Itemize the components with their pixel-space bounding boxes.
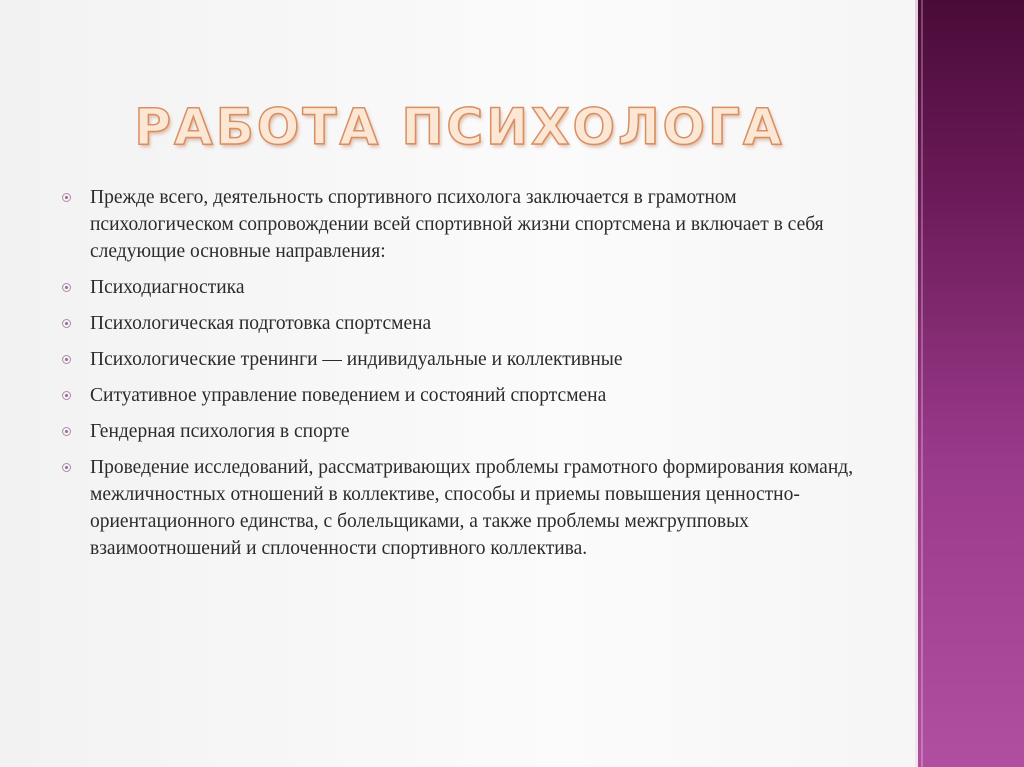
list-item <box>60 274 860 301</box>
list-item <box>60 184 860 265</box>
ring-bullet-icon <box>62 463 71 472</box>
ring-bullet-icon <box>62 355 71 364</box>
list-item-text: Психодиагностика <box>90 277 245 298</box>
list-item-text: Проведение исследований, рассматривающих проблемы грамотного формирования команд, межличностных отношений в коллективе, способы и приемы повышения ценностно-ориентационного единства, с болельщиками, а также проблемы межгрупповых взаимоотношений и сплоченности спортивного коллектива. <box>90 457 854 559</box>
list-item <box>60 454 860 562</box>
list-item <box>60 346 860 373</box>
ring-bullet-icon <box>62 319 71 328</box>
list-item-text: Ситуативное управление поведением и состояний спортсмена <box>90 385 607 406</box>
list-item-text: Психологические тренинги — индивидуальные и коллективные <box>90 349 623 370</box>
slide-title: РАБОТА ПСИХОЛОГА <box>134 98 785 156</box>
ring-bullet-icon <box>62 193 71 202</box>
side-decorative-band <box>915 0 1024 767</box>
list-item-text: Прежде всего, деятельность спортивного психолога заключается в грамотном психологическом сопровождении всей спортивной жизни спортсмена и включает в себя следующие основные направления: <box>90 187 824 262</box>
list-item-text: Гендерная психология в спорте <box>90 421 350 442</box>
list-item <box>60 310 860 337</box>
list-item <box>60 382 860 409</box>
ring-bullet-icon <box>62 391 71 400</box>
ring-bullet-icon <box>62 427 71 436</box>
list-item-text: Психологическая подготовка спортсмена <box>90 313 432 334</box>
list-item <box>60 418 860 445</box>
bullet-list <box>60 184 860 571</box>
ring-bullet-icon <box>62 283 71 292</box>
